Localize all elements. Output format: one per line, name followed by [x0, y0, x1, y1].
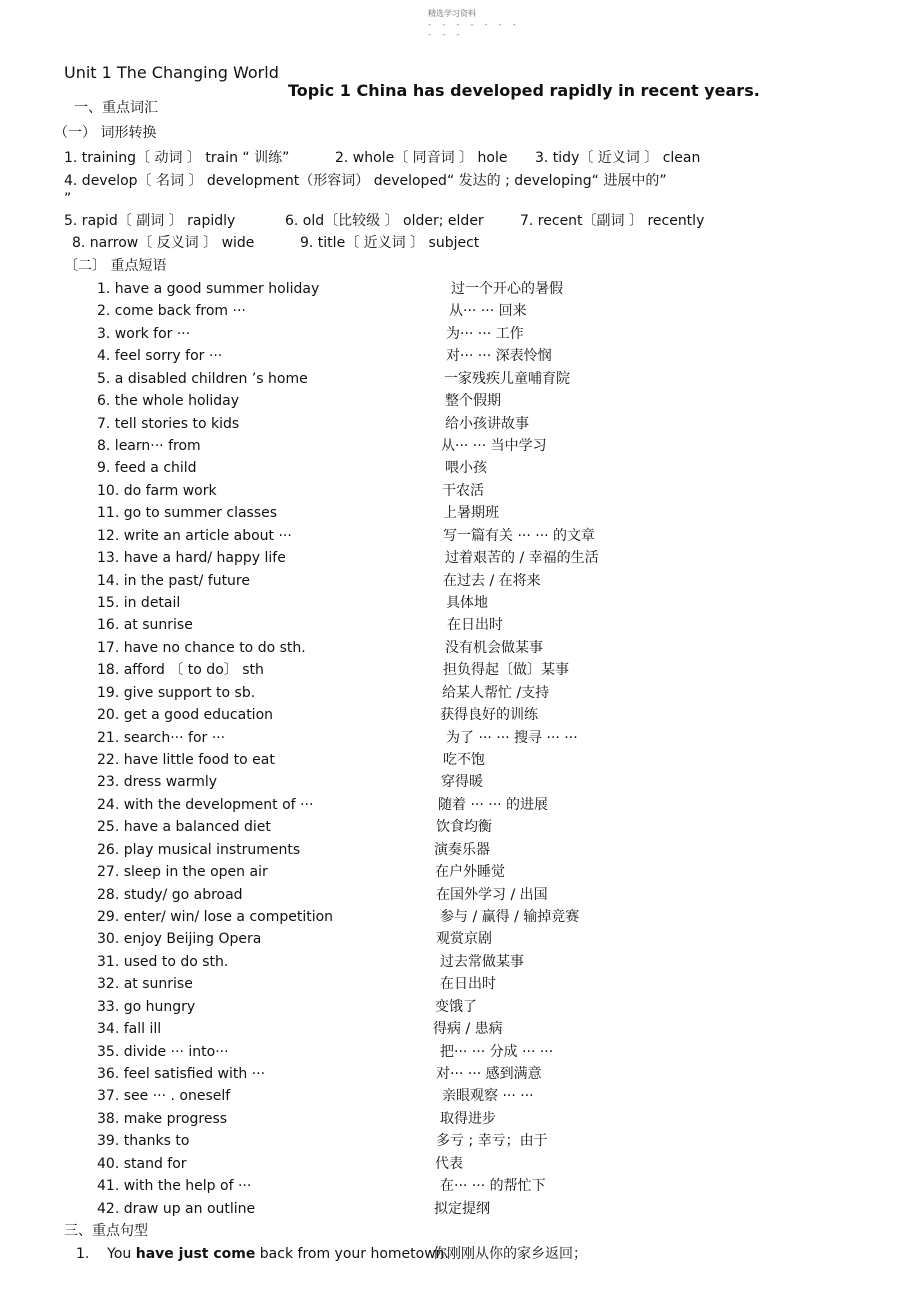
phrase-en: 35. divide ··· into···: [97, 1044, 229, 1060]
phrase-zh: 穿得暖: [441, 774, 483, 790]
phrase-en: 36. feel satisfied with ···: [97, 1066, 266, 1082]
phrase-en: 7. tell stories to kids: [97, 416, 240, 432]
phrase-en: 14. in the past/ future: [97, 573, 250, 589]
phrase-en: 10. do farm work: [97, 483, 217, 499]
word-form: 8. narrow〔 反义词 〕 wide: [72, 235, 255, 251]
phrase-zh: 在国外学习 / 出国: [436, 887, 548, 903]
phrase-en: 26. play musical instruments: [97, 842, 301, 858]
header-dashes: - - - - - - -: [428, 20, 520, 30]
phrase-en: 2. come back from ···: [97, 303, 246, 319]
phrase-zh: 演奏乐器: [434, 842, 490, 858]
phrase-zh: 在户外睡觉: [435, 864, 505, 880]
phrase-zh: 在日出时: [447, 617, 503, 633]
phrase-en: 32. at sunrise: [97, 976, 193, 992]
phrase-zh: 对··· ··· 深表怜悯: [446, 348, 552, 364]
phrase-zh: 给某人帮忙 /支持: [442, 685, 550, 701]
phrase-en: 29. enter/ win/ lose a competition: [97, 909, 334, 925]
word-form: 1. training〔 动词 〕 train “ 训练”: [64, 150, 290, 166]
phrase-en: 4. feel sorry for ···: [97, 348, 223, 364]
phrase-zh: 随着 ··· ··· 的进展: [438, 797, 549, 813]
word-form: 3. tidy〔 近义词 〕 clean: [535, 150, 701, 166]
phrase-en: 1. have a good summer holiday: [97, 281, 320, 297]
word-form: 6. old〔比较级 〕 older; elder: [285, 213, 484, 229]
phrase-zh: 具体地: [446, 595, 488, 611]
phrase-en: 3. work for ···: [97, 326, 191, 342]
phrase-en: 39. thanks to: [97, 1133, 190, 1149]
phrase-zh: 获得良好的训练: [440, 707, 538, 723]
phrase-en: 28. study/ go abroad: [97, 887, 243, 903]
word-form: 2. whole〔 同音词 〕 hole: [335, 150, 508, 166]
phrase-en: 23. dress warmly: [97, 774, 218, 790]
phrase-zh: 参与 / 赢得 / 输掉竞赛: [440, 909, 580, 925]
phrase-en: 22. have little food to eat: [97, 752, 275, 768]
sentence-bold: have just come: [135, 1246, 256, 1262]
sentence-translation: 你刚刚从你的家乡返回；: [433, 1246, 587, 1262]
phrase-en: 21. search··· for ···: [97, 730, 226, 746]
phrase-en: 33. go hungry: [97, 999, 196, 1015]
phrase-zh: 变饿了: [435, 999, 477, 1015]
phrase-en: 31. used to do sth.: [97, 954, 229, 970]
phrase-zh: 过去常做某事: [440, 954, 524, 970]
phrase-en: 38. make progress: [97, 1111, 228, 1127]
phrase-zh: 多亏 ; 幸亏；由于: [436, 1133, 548, 1149]
phrase-zh: 为··· ··· 工作: [446, 326, 524, 342]
phrase-zh: 为了 ··· ··· 搜寻 ··· ···: [446, 730, 578, 746]
phrase-zh: 过一个开心的暑假: [451, 281, 563, 297]
subsection-heading: （一） 词形转换: [54, 125, 157, 141]
phrase-en: 11. go to summer classes: [97, 505, 278, 521]
phrase-zh: 一家残疾儿童哺育院: [444, 371, 570, 387]
sentence-text: You: [107, 1246, 136, 1262]
phrase-en: 9. feed a child: [97, 460, 197, 476]
section-heading: 一、重点词汇: [74, 100, 158, 116]
header-label: 精选学习资料: [428, 9, 476, 18]
header-dashes: - - -: [428, 30, 464, 40]
phrase-zh: 担负得起〔做〕某事: [443, 662, 569, 678]
section-heading: 三、重点句型: [64, 1223, 148, 1239]
phrase-zh: 给小孩讲故事: [445, 416, 529, 432]
phrase-en: 12. write an article about ···: [97, 528, 292, 544]
phrase-zh: 代表: [435, 1156, 463, 1172]
phrase-zh: 干农活: [442, 483, 484, 499]
subsection-heading: 〔二〕 重点短语: [64, 258, 167, 274]
sentence-text: back from your hometown.: [255, 1246, 449, 1262]
phrase-en: 15. in detail: [97, 595, 181, 611]
word-form: 7. recent〔副词 〕 recently: [520, 213, 705, 229]
phrase-zh: 亲眼观察 ··· ···: [442, 1088, 534, 1104]
phrase-zh: 从··· ··· 当中学习: [441, 438, 547, 454]
word-form: ”: [64, 191, 72, 207]
phrase-en: 8. learn··· from: [97, 438, 201, 454]
phrase-en: 5. a disabled children ’s home: [97, 371, 308, 387]
phrase-en: 37. see ··· . oneself: [97, 1088, 231, 1104]
sentence-line: [76, 1245, 449, 1263]
topic-title: Topic 1 China has developed rapidly in recent years.: [288, 81, 760, 100]
phrase-zh: 拟定提纲: [434, 1201, 490, 1217]
phrase-en: 20. get a good education: [97, 707, 274, 723]
phrase-zh: 喂小孩: [445, 460, 487, 476]
unit-title: Unit 1 The Changing World: [64, 63, 279, 82]
phrase-en: 6. the whole holiday: [97, 393, 240, 409]
phrase-zh: 在日出时: [440, 976, 496, 992]
phrase-zh: 得病 / 患病: [433, 1021, 503, 1037]
phrase-en: 18. afford 〔 to do〕 sth: [97, 662, 264, 678]
phrase-zh: 整个假期: [445, 393, 501, 409]
phrase-zh: 没有机会做某事: [445, 640, 543, 656]
phrase-zh: 在过去 / 在将来: [443, 573, 541, 589]
phrase-en: 27. sleep in the open air: [97, 864, 268, 880]
word-form: 5. rapid〔 副词 〕 rapidly: [64, 213, 236, 229]
phrase-en: 16. at sunrise: [97, 617, 193, 633]
phrase-zh: 写一篇有关 ··· ··· 的文章: [443, 528, 596, 544]
phrase-en: 19. give support to sb.: [97, 685, 256, 701]
phrase-zh: 把··· ··· 分成 ··· ···: [440, 1044, 554, 1060]
phrase-zh: 上暑期班: [443, 505, 499, 521]
phrase-en: 30. enjoy Beijing Opera: [97, 931, 262, 947]
phrase-zh: 对··· ··· 感到满意: [436, 1066, 542, 1082]
phrase-zh: 过着艰苦的 / 幸福的生活: [445, 550, 599, 566]
phrase-zh: 观赏京剧: [436, 931, 492, 947]
phrase-zh: 吃不饱: [443, 752, 485, 768]
phrase-en: 17. have no chance to do sth.: [97, 640, 306, 656]
phrase-en: 25. have a balanced diet: [97, 819, 271, 835]
phrase-en: 13. have a hard/ happy life: [97, 550, 286, 566]
phrase-zh: 取得进步: [440, 1111, 496, 1127]
sentence-number: 1.: [76, 1246, 90, 1262]
phrase-en: 34. fall ill: [97, 1021, 162, 1037]
phrase-zh: 从··· ··· 回来: [449, 303, 527, 319]
phrase-en: 42. draw up an outline: [97, 1201, 256, 1217]
phrase-en: 24. with the development of ···: [97, 797, 314, 813]
word-form: 4. develop〔 名词 〕 development（形容词） developed“ 发达的 ; developing“ 进展中的”: [64, 173, 667, 189]
phrase-zh: 在··· ··· 的帮忙下: [440, 1178, 546, 1194]
phrase-en: 41. with the help of ···: [97, 1178, 252, 1194]
phrase-en: 40. stand for: [97, 1156, 187, 1172]
word-form: 9. title〔 近义词 〕 subject: [300, 235, 480, 251]
phrase-zh: 饮食均衡: [436, 819, 492, 835]
